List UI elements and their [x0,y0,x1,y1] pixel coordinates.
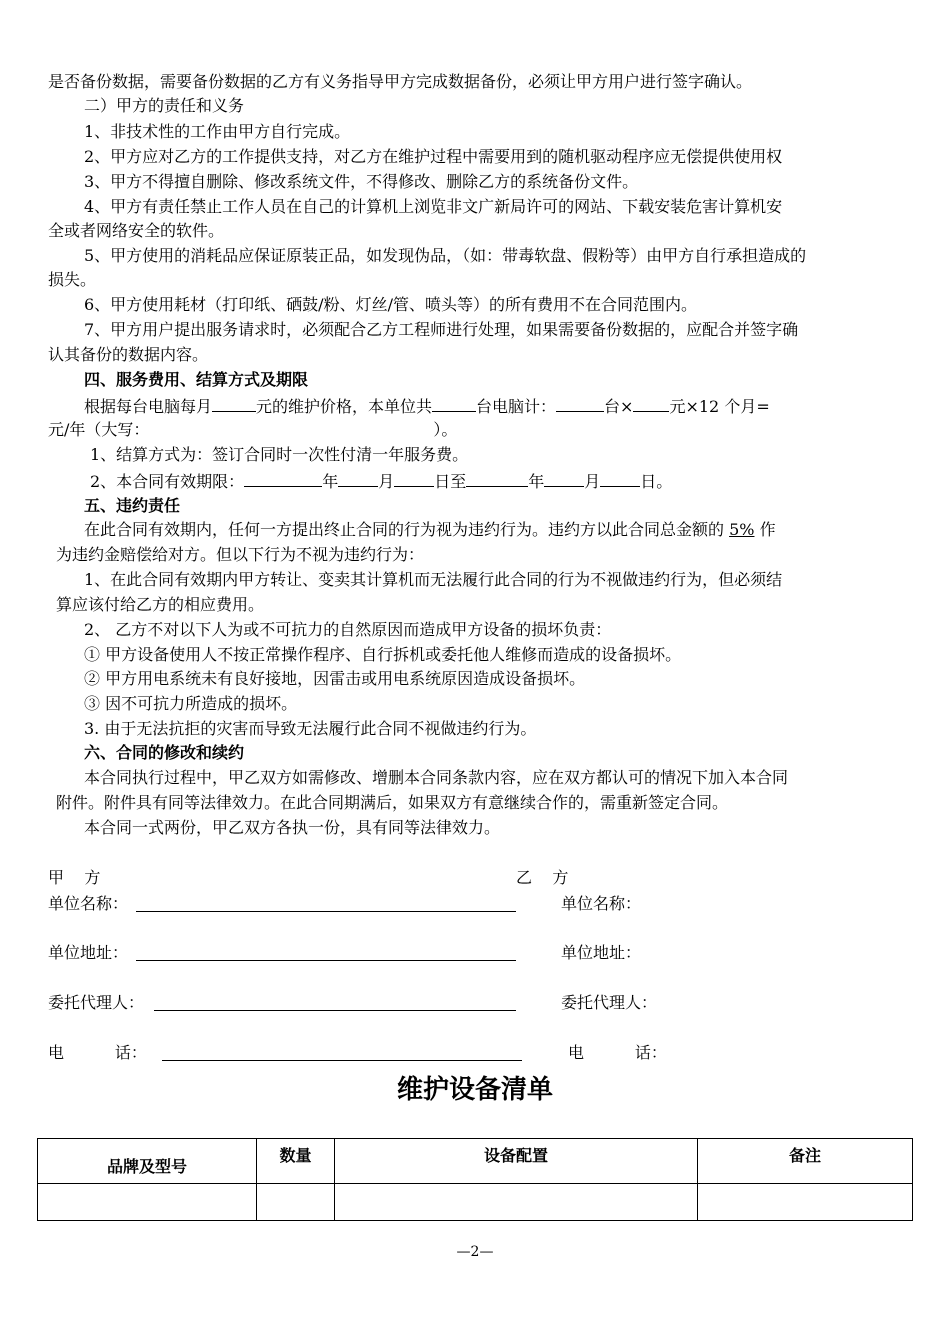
header-quantity: 数量 [257,1139,335,1184]
party-a-unit-name-field[interactable] [136,911,516,912]
party-a-label: 甲 方 [48,868,101,887]
clause: 2、 乙方不对以下人为或不可抗力的自然原因而造成甲方设备的损坏负责： [84,620,612,639]
party-a-unit-address-label: 单位地址： [48,943,129,962]
party-a-unit-name-label: 单位名称： [48,894,129,913]
cell-remarks[interactable] [698,1184,913,1221]
party-a-phone-label: 电 话： [48,1043,147,1062]
fee-text: 元×12 个月= [669,397,770,416]
fee-text: 台× [604,397,634,416]
start-day-blank[interactable] [394,468,434,487]
clause: 2、甲方应对乙方的工作提供支持，对乙方在维护过程中需要用到的随机驱动程序应无偿提供使用权 [84,147,783,166]
party-b-unit-name-label: 单位名称： [561,894,642,913]
cell-brand-model[interactable] [38,1184,257,1221]
term-text: 年 [322,472,339,491]
clause-continuation: 认其备份的数据内容。 [48,345,209,364]
section-heading: 二）甲方的责任和义务 [84,96,245,115]
fee-line-2 [48,418,908,442]
term-text: 2、本合同有效期限： [90,472,245,491]
header-remarks: 备注 [698,1139,913,1184]
clause: 7、甲方用户提出服务请求时，必须配合乙方工程师进行处理，如果需要备份数据的，应配合并签字确 [84,320,799,339]
clause [84,518,908,542]
paragraph-line: 是否备份数据，需要备份数据的乙方有义务指导甲方完成数据备份，必须让甲方用户进行签字确认。 [48,72,753,91]
party-b-unit-address-label: 单位地址： [561,943,642,962]
clause: 6、甲方使用耗材（打印纸、硒鼓/粉、灯丝/管、喷头等）的所有费用不在合同范围内。 [84,295,697,314]
fee-text: 台电脑计： [476,397,557,416]
end-year-blank[interactable] [466,468,528,487]
header-configuration: 设备配置 [335,1139,698,1184]
term-text: 月 [378,472,395,491]
clause-continuation: 为违约金赔偿给对方。但以下行为不视为违约行为： [56,545,425,564]
fee-text: 元的维护价格，本单位共 [256,397,433,416]
fee-text: ）。 [433,420,458,439]
clause: 5、甲方使用的消耗品应保证原装正品，如发现伪品，（如：带毒软盘、假粉等）由甲方自行承担造成的 [84,246,807,265]
equipment-table [37,1138,913,1221]
fee-monthly-blank[interactable] [212,393,256,412]
clause-text: 作 [754,520,776,539]
sub-clause: ① 甲方设备使用人不按正常操作程序、自行拆机或委托他人维修而造成的设备损坏。 [84,645,682,664]
party-a-unit-address-field[interactable] [136,960,516,961]
clause: 1、非技术性的工作由甲方自行完成。 [84,122,351,141]
clause: 1、结算方式为：签订合同时一次性付清一年服务费。 [90,445,469,464]
section-heading-breach: 五、违约责任 [84,496,181,515]
term-text: 日至 [434,472,467,491]
term-text: 月 [584,472,601,491]
penalty-percent: 5% [729,520,755,539]
clause: 3、甲方不得擅自删除、修改系统文件，不得修改、删除乙方的系统备份文件。 [84,172,639,191]
cell-configuration[interactable] [335,1184,698,1221]
pc-total-blank[interactable] [556,393,604,412]
party-a-agent-label: 委托代理人： [48,993,145,1012]
clause: 1、在此合同有效期内甲方转让、变卖其计算机而无法履行此合同的行为不视做违约行为，但必须结 [84,570,783,589]
term-text: 年 [528,472,545,491]
clause: 4、甲方有责任禁止工作人员在自己的计算机上浏览非文广新局许可的网站、下载安装危害计算机安 [84,197,783,216]
sub-clause: ③ 因不可抗力所造成的损坏。 [84,694,298,713]
sub-clause: ② 甲方用电系统未有良好接地，因雷击或用电系统原因造成设备损坏。 [84,669,586,688]
header-brand-model: 品牌及型号 [38,1139,257,1184]
section-heading-fees: 四、服务费用、结算方式及期限 [84,370,309,389]
term-line [90,468,908,494]
price-blank[interactable] [633,393,669,412]
equipment-list-title: 维护设备清单 [396,1075,553,1105]
fee-line [84,393,908,419]
end-month-blank[interactable] [544,468,584,487]
fee-text: 根据每台电脑每月 [84,397,213,416]
page-number: —2— [456,1244,494,1260]
clause-continuation: 全或者网络安全的软件。 [48,221,225,240]
party-b-agent-label: 委托代理人： [561,993,658,1012]
clause: 本合同执行过程中，甲乙双方如需修改、增删本合同条款内容，应在双方都认可的情况下加入本合同 [84,768,789,787]
end-day-blank[interactable] [600,468,640,487]
table-header-row [38,1139,913,1184]
clause: 3. 由于无法抗拒的灾害而导致无法履行此合同不视做违约行为。 [84,719,537,738]
cell-quantity[interactable] [257,1184,335,1221]
party-a-phone-field[interactable] [162,1060,522,1061]
start-month-blank[interactable] [338,468,378,487]
party-b-phone-label: 电 话： [568,1043,667,1062]
start-year-blank[interactable] [244,468,322,487]
table-row [38,1184,913,1221]
clause-continuation: 损失。 [48,270,97,289]
clause-continuation: 算应该付给乙方的相应费用。 [56,595,265,614]
section-heading-amendment: 六、合同的修改和续约 [84,743,245,762]
party-a-agent-field[interactable] [154,1010,516,1011]
clause-text: 在此合同有效期内，任何一方提出终止合同的行为视为违约行为。违约方以此合同总金额的 [84,520,730,539]
clause: 本合同一式两份，甲乙双方各执一份，具有同等法律效力。 [84,818,501,837]
term-text: 日。 [640,472,673,491]
party-b-label: 乙 方 [516,868,569,887]
clause-continuation: 附件。附件具有同等法律效力。在此合同期满后，如果双方有意继续合作的，需重新签定合同。 [56,793,729,812]
fee-text: 元/年（大写： [48,420,150,439]
pc-count-blank[interactable] [432,393,476,412]
